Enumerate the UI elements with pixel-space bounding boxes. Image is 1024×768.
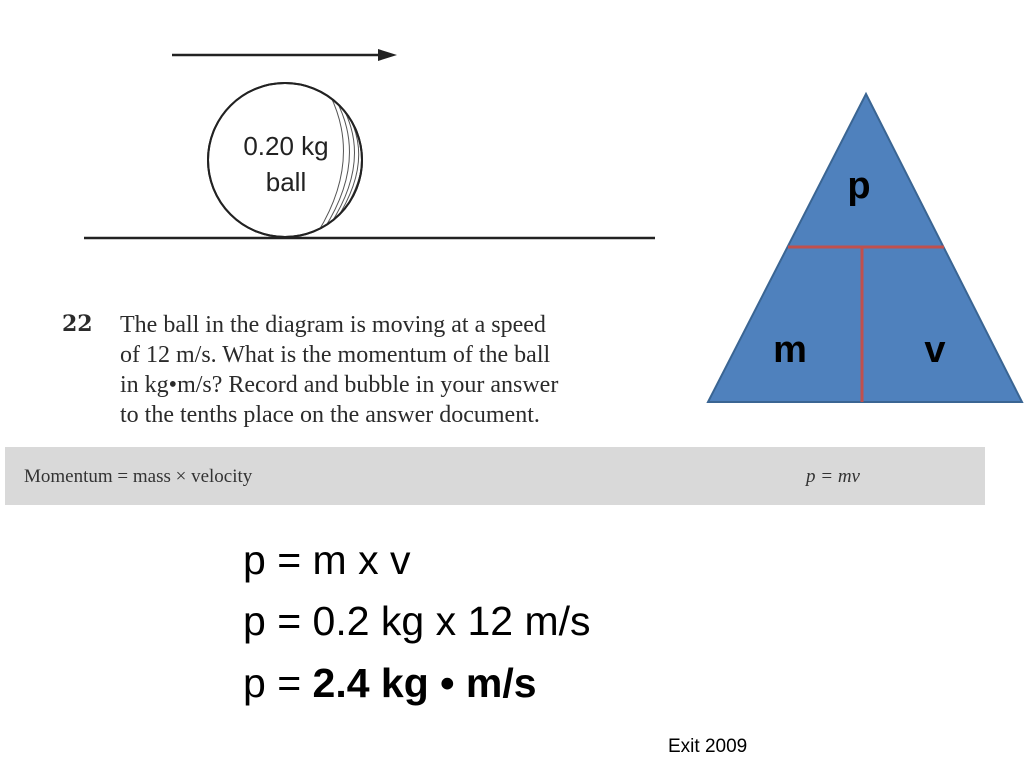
solution-line-3: [243, 660, 537, 707]
solution-line-1: p = m x v: [243, 537, 411, 583]
ball-label: ball: [265, 167, 307, 197]
question-line: in kg•m/s? Record and bubble in your answer: [120, 372, 559, 398]
symbol-formula: p = mv: [806, 466, 860, 487]
solution-line-2: p = 0.2 kg x 12 m/s: [243, 598, 591, 644]
triangle-p-label: p: [847, 165, 871, 207]
question-number: 22: [62, 311, 93, 337]
question-line: The ball in the diagram is moving at a speed: [120, 312, 546, 338]
source-label: Exit 2009: [668, 736, 748, 757]
formula-triangle: [700, 88, 1024, 408]
word-formula: Momentum = mass × velocity: [24, 466, 253, 487]
question-line: to the tenths place on the answer document.: [120, 402, 540, 428]
question-text: [120, 310, 680, 430]
triangle-m-label: m: [773, 329, 807, 371]
solution-answer: 2.4 kg • m/s: [312, 660, 537, 706]
velocity-arrow: [172, 49, 397, 61]
ball-diagram: [0, 0, 700, 260]
solution-prefix: p =: [243, 660, 313, 706]
ball-mass-label: 0.20 kg: [243, 131, 329, 161]
question-line: of 12 m/s. What is the momentum of the ball: [120, 342, 551, 368]
triangle-v-label: v: [924, 329, 946, 371]
